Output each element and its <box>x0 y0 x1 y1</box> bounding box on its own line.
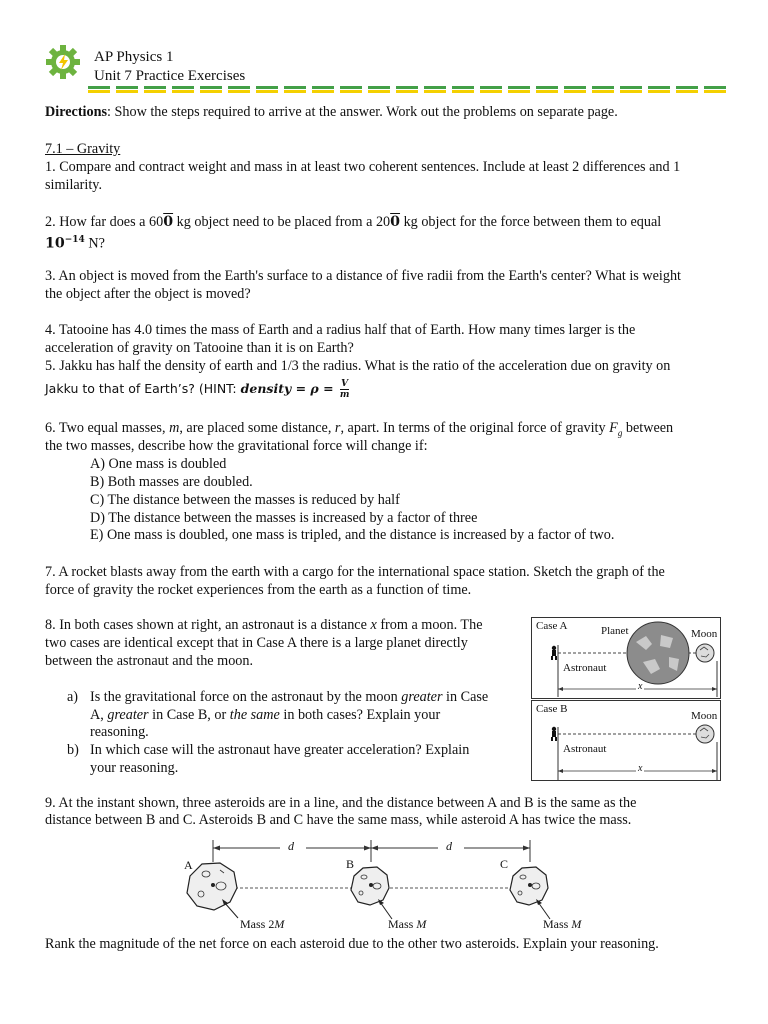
moon-a-label: Moon <box>691 628 718 640</box>
q3-line1: 3. An object is moved from the Earth's surface to a distance of five radii from the Earth's center? What is weight <box>45 268 681 284</box>
moon-b-label: Moon <box>691 710 718 722</box>
q2-line1: 2. How far does a 600 kg object need to be placed from a 200 kg object for the force between them to equal <box>45 214 662 230</box>
asteroid-a-icon <box>187 863 237 910</box>
q8-line1: 8. In both cases shown at right, an astronaut is a distance x from a moon. The <box>45 617 483 633</box>
case-a-label: Case A <box>536 620 568 632</box>
q9-line2: distance between B and C. Asteroids B and C have the same mass, while asteroid A has twice the mass. <box>45 812 632 828</box>
q2-line2: $10^{-14}$ N? <box>45 235 105 252</box>
q9-rank: Rank the magnitude of the net force on each asteroid due to the other two asteroids. Explain your reasoning. <box>45 936 659 952</box>
q8a-line3: reasoning. <box>90 724 149 740</box>
figure-frame <box>531 617 721 781</box>
q6-option-e: E) One mass is doubled, one mass is tripled, and the distance is increased by a factor of two. <box>90 527 615 543</box>
asteroid-b-icon <box>351 867 389 905</box>
asteroid-b-label: B <box>346 857 355 871</box>
q8b-line2: your reasoning. <box>90 760 179 776</box>
case-b-label: Case B <box>536 703 568 715</box>
q1-line1: 1. Compare and contract weight and mass in at least two coherent sentences. Include at least 2 differences and 1 <box>45 159 681 175</box>
q4-line2: acceleration of gravity on Tatooine than it is on Earth? <box>45 340 354 356</box>
q8b-line1: In which case will the astronaut have greater acceleration? Explain <box>90 742 470 758</box>
q6-line1: 6. Two equal masses, m, are placed some distance, r, apart. In terms of the original force of gravity $F_g$ between <box>45 420 674 438</box>
directions-label: Directions <box>45 104 107 120</box>
gear-logo-icon <box>46 44 80 80</box>
asteroid-c-icon <box>510 867 548 905</box>
unit-title: Unit 7 Practice Exercises <box>94 68 246 84</box>
distance-ab-label: d <box>288 839 294 853</box>
q6-option-c: C) The distance between the masses is reduced by half <box>90 492 400 508</box>
asteroid-a-label: A <box>184 858 193 872</box>
mass-c-label: Mass M <box>543 917 582 931</box>
mass-a-label: Mass 2M <box>240 917 285 931</box>
x-b-label: x <box>638 763 643 774</box>
planet-label: Planet <box>601 625 629 637</box>
distance-bc-label: d <box>446 839 452 853</box>
q2-sigfig-a: 0 <box>163 214 174 230</box>
q9-line1: 9. At the instant shown, three asteroids are in a line, and the distance between A and B is the same as the <box>45 795 637 811</box>
asteroids-figure <box>180 836 600 932</box>
course-title: AP Physics 1 <box>94 49 174 65</box>
directions-text: : Show the steps required to arrive at the answer. Work out the problems on separate page. <box>107 104 618 120</box>
q8-line3: between the astronaut and the moon. <box>45 653 254 669</box>
q5-line2: Jakku to that of Earth’s? (HINT: density = ρ = $\frac{V}{m}$ <box>45 379 350 400</box>
astronaut-a-label: Astronaut <box>563 662 607 674</box>
section-title: 7.1 – Gravity <box>45 141 121 157</box>
q8a-line1: Is the gravitational force on the astronaut by the moon greater in Case <box>90 689 489 705</box>
q7-line2: force of gravity the rocket experiences from the earth as a function of time. <box>45 582 472 598</box>
q8a-marker: a) <box>67 689 79 705</box>
q4-line1: 4. Tatooine has 4.0 times the mass of Earth and a radius half that of Earth. How many times larger is the <box>45 322 636 338</box>
q7-line1: 7. A rocket blasts away from the earth with a cargo for the international space station. Sketch the graph of the <box>45 564 665 580</box>
q6-line2: the two masses, describe how the gravitational force will change if: <box>45 438 428 454</box>
astronaut-moon-figure <box>531 617 721 781</box>
q6-option-d: D) The distance between the masses is increased by a factor of three <box>90 510 478 526</box>
q6-option-a: A) One mass is doubled <box>90 456 227 472</box>
q6-option-b: B) Both masses are doubled. <box>90 474 253 490</box>
q3-line2: the object after the object is moved? <box>45 286 251 302</box>
header-stripe <box>88 86 730 94</box>
astronaut-b-label: Astronaut <box>563 743 607 755</box>
density-formula: density = ρ = <box>240 381 338 396</box>
q2-sigfig-b: 0 <box>390 214 401 230</box>
q8a-line2: A, greater in Case B, or the same in both cases? Explain your <box>90 707 441 723</box>
q8b-marker: b) <box>67 742 79 758</box>
q5-line1: 5. Jakku has half the density of earth and 1/3 the radius. What is the ratio of the acceleration due on gravity on <box>45 358 671 374</box>
x-a-label: x <box>638 681 643 692</box>
asteroid-c-label: C <box>500 857 509 871</box>
q1-line2: similarity. <box>45 177 103 193</box>
directions <box>45 104 618 121</box>
q8-line2: two cases are identical except that in Case A there is a large planet directly <box>45 635 468 651</box>
mass-b-label: Mass M <box>388 917 427 931</box>
